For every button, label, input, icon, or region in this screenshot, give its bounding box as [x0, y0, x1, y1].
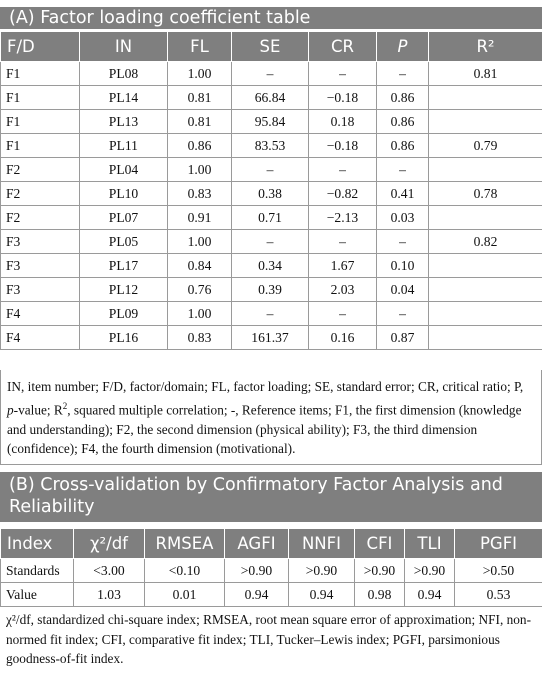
table-row	[1, 206, 542, 230]
table-cell: 0.94	[225, 583, 289, 607]
table-b-title: (B) Cross-validation by Confirmatory Factor Analysis and Reliability	[0, 472, 542, 522]
table-cell: >0.90	[289, 559, 355, 583]
table-cell: 0.38	[232, 182, 309, 206]
table-row	[1, 86, 542, 110]
table-row	[1, 230, 542, 254]
table-cell: 0.16	[309, 326, 377, 350]
table-cell: F2	[1, 206, 80, 230]
table-cell: 0.39	[232, 278, 309, 302]
table-cell: PL09	[80, 302, 168, 326]
table-cell: –	[309, 230, 377, 254]
table-cell: –	[232, 158, 309, 182]
header-se: SE	[232, 32, 309, 62]
table-row	[1, 583, 542, 607]
table-cell: –	[377, 62, 429, 86]
header-pgfi: PGFI	[455, 529, 542, 559]
table-cell: PL11	[80, 134, 168, 158]
table-cell: F3	[1, 278, 80, 302]
table-cell: 0.10	[377, 254, 429, 278]
table-cell: 0.86	[377, 110, 429, 134]
header-in: IN	[80, 32, 168, 62]
table-cell: –	[377, 302, 429, 326]
table-b-header-row	[1, 529, 542, 559]
table-cell: 0.81	[168, 86, 232, 110]
table-cell: PL13	[80, 110, 168, 134]
table-cell	[429, 158, 542, 182]
table-cell: 0.78	[429, 182, 542, 206]
table-cell: –	[232, 62, 309, 86]
table-cell: –	[377, 158, 429, 182]
header-nnfi: NNFI	[289, 529, 355, 559]
table-cell: F1	[1, 86, 80, 110]
table-cell: F3	[1, 230, 80, 254]
table-cell: 2.03	[309, 278, 377, 302]
table-cell: –	[309, 62, 377, 86]
table-row	[1, 326, 542, 350]
table-row	[1, 254, 542, 278]
note-a-part2: -value; R	[13, 402, 63, 418]
header-chi2df: χ²/df	[74, 529, 145, 559]
table-cell: –	[309, 158, 377, 182]
table-cell: 0.81	[429, 62, 542, 86]
table-cell: F1	[1, 62, 80, 86]
table-row	[1, 559, 542, 583]
header-p: P	[377, 32, 429, 62]
table-cell: Value	[1, 583, 74, 607]
table-cell: 0.86	[377, 134, 429, 158]
table-cell: 0.41	[377, 182, 429, 206]
table-row	[1, 158, 542, 182]
table-cell: >0.90	[355, 559, 405, 583]
table-row	[1, 182, 542, 206]
table-cell: 0.94	[289, 583, 355, 607]
table-cell: PL10	[80, 182, 168, 206]
table-cell	[429, 110, 542, 134]
table-cell: >0.50	[455, 559, 542, 583]
cross-validation-table	[0, 528, 542, 607]
table-cell	[429, 302, 542, 326]
table-cell: 1.67	[309, 254, 377, 278]
table-cell: −0.18	[309, 134, 377, 158]
table-cell: PL04	[80, 158, 168, 182]
table-cell: <3.00	[74, 559, 145, 583]
note-a-part3: , squared multiple correlation; -, Reference items; F1, the first dimension (knowledge and understanding); F2, the second dimension (physical ability); F3, the third dimension (confidence); F4, the fourth dimension (motivational).	[7, 402, 522, 457]
table-cell: –	[232, 230, 309, 254]
table-row	[1, 110, 542, 134]
table-cell: 0.34	[232, 254, 309, 278]
table-cell: –	[232, 302, 309, 326]
header-agfi: AGFI	[225, 529, 289, 559]
table-b-footnote: χ²/df, standardized chi-square index; RMSEA, root mean square error of approximation; NFI, non-normed fit index; CFI, comparative fit index; TLI, Tucker–Lewis index; PGFI, parsimonious goodness-of-fit index.	[6, 612, 532, 667]
table-cell: 1.03	[74, 583, 145, 607]
note-a-part1: IN, item number; F/D, factor/domain; FL, factor loading; SE, standard error; CR, critical ratio; P,	[7, 379, 524, 394]
table-cell: 0.18	[309, 110, 377, 134]
table-b-body	[1, 559, 542, 607]
table-cell: 1.00	[168, 302, 232, 326]
table-cell: Standards	[1, 559, 74, 583]
table-cell: PL12	[80, 278, 168, 302]
table-cell	[429, 206, 542, 230]
table-cell: −2.13	[309, 206, 377, 230]
header-cr: CR	[309, 32, 377, 62]
table-a-footnote	[0, 370, 542, 465]
header-cfi: CFI	[355, 529, 405, 559]
table-cell: >0.90	[225, 559, 289, 583]
table-cell: PL05	[80, 230, 168, 254]
table-cell: PL16	[80, 326, 168, 350]
table-a-title: (A) Factor loading coefficient table	[0, 7, 542, 29]
table-cell: 0.53	[455, 583, 542, 607]
header-tli: TLI	[405, 529, 455, 559]
table-cell: 95.84	[232, 110, 309, 134]
table-cell: F1	[1, 134, 80, 158]
table-cell: 0.01	[145, 583, 225, 607]
table-a-header-row	[1, 32, 542, 62]
table-cell: −0.18	[309, 86, 377, 110]
table-row	[1, 62, 542, 86]
table-cell: 1.00	[168, 62, 232, 86]
note-a-sup: 2	[62, 400, 68, 411]
factor-loading-table	[0, 31, 542, 350]
table-cell: 0.84	[168, 254, 232, 278]
table-cell: <0.10	[145, 559, 225, 583]
table-cell: 0.86	[168, 134, 232, 158]
table-cell: 0.91	[168, 206, 232, 230]
table-row	[1, 134, 542, 158]
table-a-body	[1, 62, 542, 350]
table-cell: PL07	[80, 206, 168, 230]
table-cell: PL08	[80, 62, 168, 86]
table-cell: 161.37	[232, 326, 309, 350]
header-fd: F/D	[1, 32, 80, 62]
table-cell	[429, 326, 542, 350]
table-cell: F3	[1, 254, 80, 278]
table-cell: 0.76	[168, 278, 232, 302]
table-cell: 66.84	[232, 86, 309, 110]
table-cell: F2	[1, 182, 80, 206]
header-r2: R²	[429, 32, 542, 62]
table-cell: 0.81	[168, 110, 232, 134]
table-cell: 0.83	[168, 182, 232, 206]
table-row	[1, 302, 542, 326]
table-cell: 1.00	[168, 158, 232, 182]
table-cell	[429, 278, 542, 302]
table-cell: –	[377, 230, 429, 254]
header-rmsea: RMSEA	[145, 529, 225, 559]
table-cell: 0.98	[355, 583, 405, 607]
table-cell: 0.71	[232, 206, 309, 230]
header-fl: FL	[168, 32, 232, 62]
table-cell: 0.04	[377, 278, 429, 302]
table-cell: F4	[1, 302, 80, 326]
table-cell: PL17	[80, 254, 168, 278]
table-cell: F1	[1, 110, 80, 134]
header-index: Index	[1, 529, 74, 559]
table-cell: −0.82	[309, 182, 377, 206]
table-cell: 1.00	[168, 230, 232, 254]
note-a-p-italic: p	[7, 402, 14, 418]
table-cell: PL14	[80, 86, 168, 110]
table-cell: 0.83	[168, 326, 232, 350]
table-row	[1, 278, 542, 302]
table-cell: 0.79	[429, 134, 542, 158]
table-cell: F4	[1, 326, 80, 350]
table-cell: F2	[1, 158, 80, 182]
table-cell: 0.82	[429, 230, 542, 254]
table-cell: 0.94	[405, 583, 455, 607]
table-cell	[429, 86, 542, 110]
table-cell: 83.53	[232, 134, 309, 158]
table-cell: 0.87	[377, 326, 429, 350]
table-cell: 0.03	[377, 206, 429, 230]
table-cell: >0.90	[405, 559, 455, 583]
table-cell: 0.86	[377, 86, 429, 110]
table-cell	[429, 254, 542, 278]
table-cell: –	[309, 302, 377, 326]
